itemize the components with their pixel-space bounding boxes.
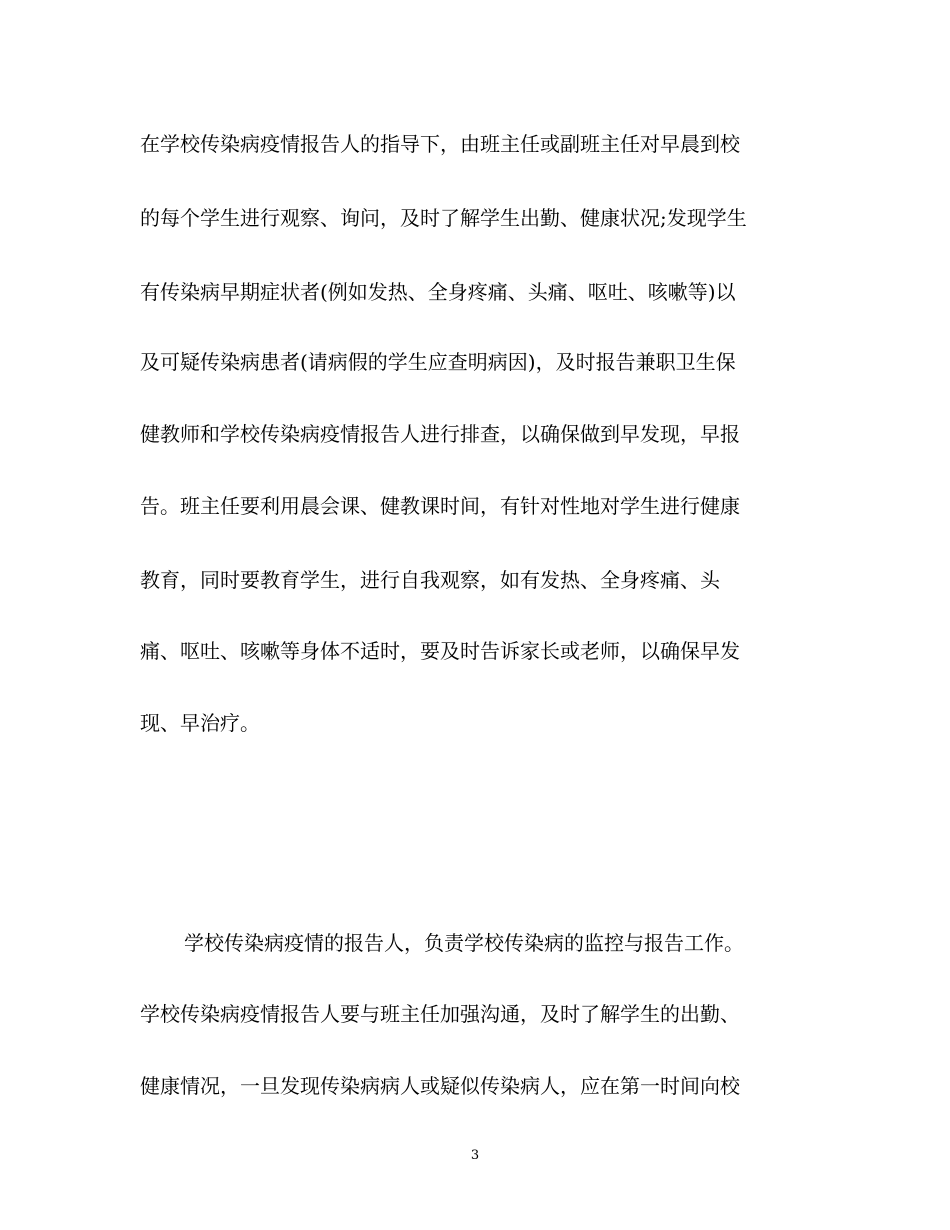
paragraph-line: 痛、呕吐、咳嗽等身体不适时，要及时告诉家长或老师，以确保早发 [140, 639, 740, 663]
paragraph-line: 学校传染病疫情的报告人，负责学校传染病的监控与报告工作。 [184, 931, 744, 955]
paragraph-line: 有传染病早期症状者(例如发热、全身疼痛、头痛、呕吐、咳嗽等)以 [140, 280, 736, 304]
page-number: 3 [470, 1148, 480, 1163]
paragraph-line: 健康情况，一旦发现传染病病人或疑似传染病人，应在第一时间向校 [140, 1074, 740, 1098]
paragraph-line: 告。班主任要利用晨会课、健教课时间，有针对性地对学生进行健康 [140, 494, 740, 518]
paragraph-line: 及可疑传染病患者(请病假的学生应查明病因)，及时报告兼职卫生保 [140, 350, 736, 374]
paragraph-line: 的每个学生进行观察、询问，及时了解学生出勤、健康状况;发现学生 [140, 206, 747, 230]
paragraph-line: 现、早治疗。 [140, 711, 260, 735]
paragraph-line: 健教师和学校传染病疫情报告人进行排查，以确保做到早发现，早报 [140, 422, 740, 446]
paragraph-line: 教育，同时要教育学生，进行自我观察，如有发热、全身疼痛、头 [140, 568, 720, 592]
paragraph-line: 在学校传染病疫情报告人的指导下，由班主任或副班主任对早晨到校 [140, 132, 740, 156]
paragraph-line: 学校传染病疫情报告人要与班主任加强沟通，及时了解学生的出勤、 [140, 1002, 740, 1026]
